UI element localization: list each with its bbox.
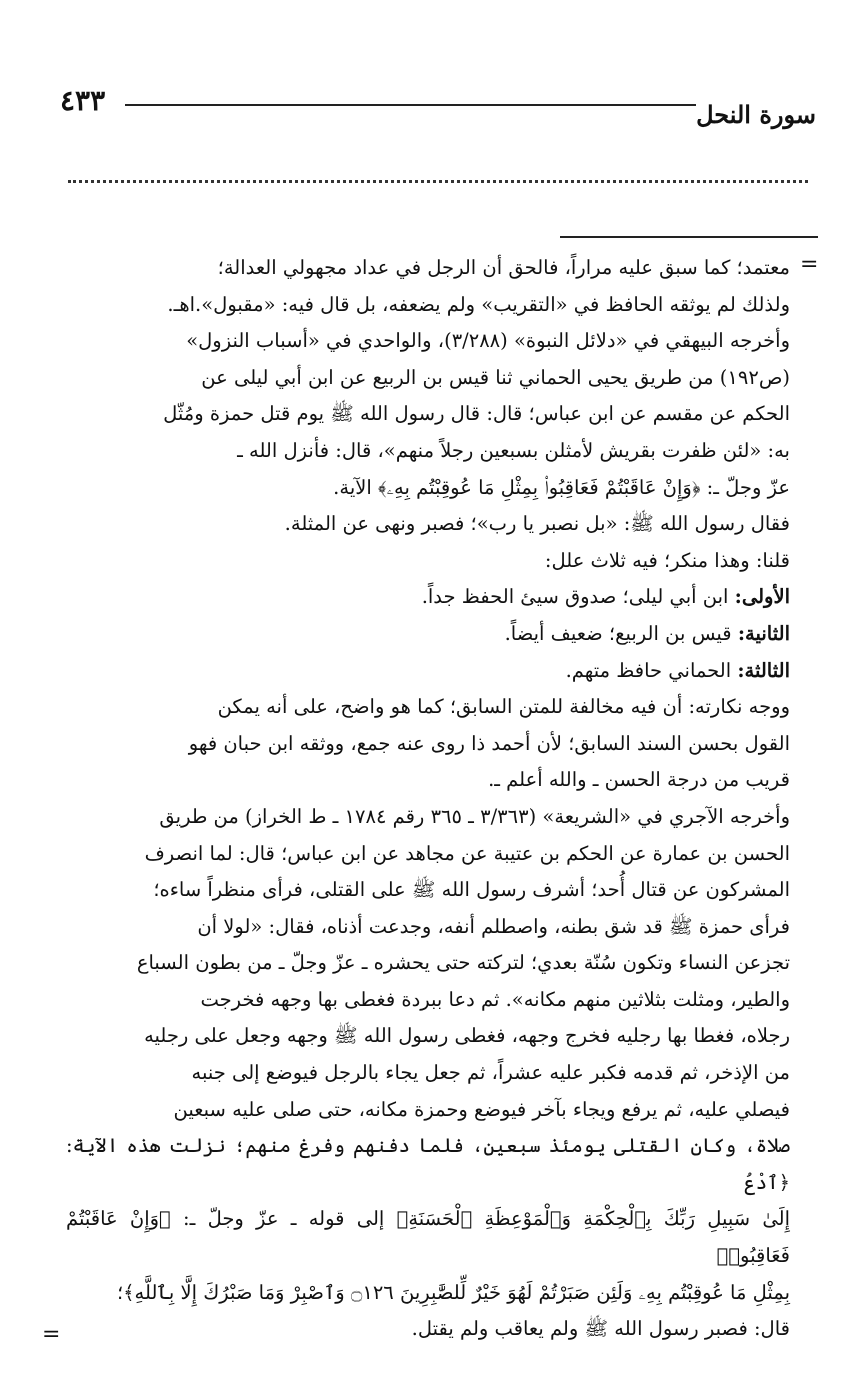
footnote-body (66, 250, 790, 1348)
quran-verse-line: إِلَىٰ سَبِيلِ رَبِّكَ بِٱلْحِكْمَةِ وَٱلْمَوْعِظَةِ ٱلْحَسَنَةِ﴾ إلى قوله ـ عزّ وجلّ ـ: ﴿وَإِنْ عَاقَبْتُمْ فَعَاقِبُوا۟ (66, 1207, 790, 1268)
text-line: قال: فصبر رسول الله ﷺ ولم يعاقب ولم يقتل. (411, 1317, 790, 1341)
text-line: قريب من درجة الحسن ـ والله أعلم ـ. (488, 768, 790, 792)
text-line: ووجه نكارته: أن فيه مخالفة للمتن السابق؛ كما هو واضح، على أنه يمكن (217, 695, 790, 719)
quran-verse-line: بِمِثْلِ مَا عُوقِبْتُم بِهِۦ وَلَئِن صَبَرْتُمْ لَهُوَ خَيْرٌ لِّلصَّٰبِرِينَ ۝١٢٦ وَٱصْبِرْ وَمَا صَبْرُكَ إِلَّا بِٱللَّهِ﴾؛ (116, 1280, 790, 1304)
text-line: فيصلي عليه، ثم يرفع ويجاء بآخر فيوضع وحمزة مكانه، حتى صلى عليه سبعين (173, 1097, 790, 1121)
defect-label: الأولى: (734, 585, 790, 609)
text-line: فرأى حمزة ﷺ قد شق بطنه، واصطلم أنفه، وجدعت أذناه، فقال: «لولا أن (197, 914, 790, 938)
defect-item: الثانية: قيس بن الربيع؛ ضعيف أيضاً. (504, 621, 790, 645)
text-line: الحكم عن مقسم عن ابن عباس؛ قال: قال رسول الله ﷺ يوم قتل حمزة ومُثّل (163, 402, 790, 426)
text-line: (ص١٩٢) من طريق يحيى الحماني ثنا قيس بن الربيع عن ابن أبي ليلى عن (201, 365, 790, 389)
text-line: به: «لئن ظفرت بقريش لأمثلن بسبعين رجلاً منهم»، قال: فأنزل الله ـ (237, 438, 790, 462)
text-line: تجزعن النساء وتكون سُنّة بعدي؛ لتركته حتى يحشره ـ عزّ وجلّ ـ من بطون السباع (136, 951, 790, 975)
text-line: الحسن بن عمارة عن الحكم بن عتيبة عن مجاهد عن ابن عباس؛ قال: لما انصرف (144, 841, 790, 865)
text-line: من الإذخر، ثم قدمه فكبر عليه عشراً، ثم جعل يجاء بالرجل فيوضع إلى جنبه (191, 1061, 790, 1085)
text-line: وأخرجه الآجري في «الشريعة» (٣/٣٦٣ ـ ٣٦٥ رقم ١٧٨٤ ـ ط الخراز) من طريق (159, 804, 790, 828)
text-line: صلاة، وكان القتلى يومئذ سبعين، فلما دفنهم وفرغ منهم؛ نزلت هذه الآية: ﴿ٱدْعُ (66, 1134, 790, 1194)
defect-item: الأولى: ابن أبي ليلى؛ صدوق سيئ الحفظ جداً. (421, 585, 790, 609)
defect-label: الثالثة: (737, 658, 790, 682)
text-line: المشركون عن قتال أُحد؛ أشرف رسول الله ﷺ على القتلى، فرأى منظراً ساءه؛ (153, 878, 790, 902)
header-rule (125, 104, 696, 106)
text-line: والطير، ومثلت بثلاثين منهم مكانه». ثم دعا ببردة فغطى بها وجهه فخرجت (200, 987, 790, 1011)
text-line: ولذلك لم يوثقه الحافظ في «التقريب» ولم يضعفه، بل قال فيه: «مقبول».اهـ. (167, 292, 790, 316)
text-line: عزّ وجلّ ـ: ﴿وَإِنْ عَاقَبْتُمْ فَعَاقِبُوا۟ بِمِثْلِ مَا عُوقِبْتُم بِهِۦ﴾ الآية. (333, 475, 790, 499)
text-line: قلنا: وهذا منكر؛ فيه ثلاث علل: (544, 548, 790, 572)
dotted-separator (68, 180, 808, 183)
text-line: القول بحسن السند السابق؛ لأن أحمد ذا روى عنه جمع، ووثقه ابن حبان فهو (188, 731, 790, 755)
continuation-marker-top: = (800, 252, 819, 277)
text-line: معتمد؛ كما سبق عليه مراراً، فالحق أن الرجل في عداد مجهولي العدالة؛ (217, 256, 790, 279)
text-line: رجلاه، فغطا بها رجليه فخرج وجهه، فغطى رسول الله ﷺ وجهه وجعل على رجليه (144, 1024, 790, 1048)
page-number: ٤٣٣ (60, 84, 106, 117)
continuation-marker-bottom: = (42, 1322, 61, 1347)
footnote-rule (560, 236, 818, 238)
text-line: وأخرجه البيهقي في «دلائل النبوة» (٣/٢٨٨)، والواحدي في «أسباب النزول» (186, 329, 790, 353)
defect-label: الثانية: (737, 621, 790, 645)
defect-item: الثالثة: الحماني حافظ متهم. (565, 658, 790, 682)
page-header (60, 84, 816, 134)
text-line: فقال رسول الله ﷺ: «بل نصبر يا رب»؛ فصبر ونهى عن المثلة. (284, 512, 790, 536)
surah-title: سورة النحل (696, 100, 816, 129)
